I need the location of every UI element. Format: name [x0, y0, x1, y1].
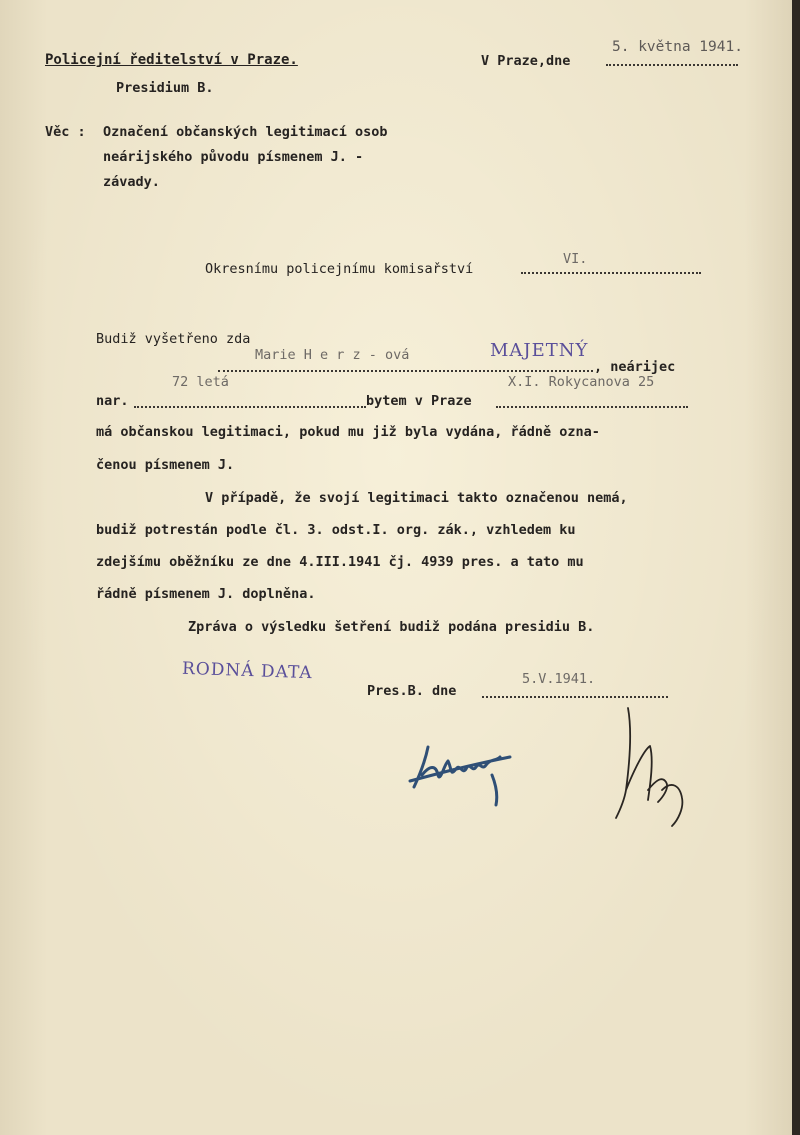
- subject-line-2: neárijského původu písmenem J. -: [103, 149, 364, 165]
- page-edge: [792, 0, 800, 1135]
- born-label: nar.: [96, 393, 129, 409]
- place-label: V Praze,dne: [481, 53, 571, 69]
- signature-black: [600, 690, 720, 840]
- pres-date: 5.V.1941.: [522, 671, 596, 687]
- body-line-8: řádně písmenem J. doplněna.: [96, 586, 316, 602]
- birth-data-stamp: RODNÁ DATA: [181, 658, 313, 684]
- person-age: 72 letá: [172, 374, 229, 390]
- addressee-dotted-line: [521, 272, 701, 274]
- person-name: Marie H e r z - ová: [255, 347, 410, 363]
- addressee: Okresnímu policejnímu komisařství: [205, 261, 474, 277]
- pres-label: Pres.B. dne: [367, 683, 457, 699]
- name-dotted-line: [218, 370, 593, 372]
- body-line-7: zdejšímu oběžníku ze dne 4.III.1941 čj. 4939 pres. a tato mu: [96, 554, 584, 570]
- body-line-6: budiž potrestán podle čl. 3. odst.I. org. zák., vzhledem ku: [96, 522, 576, 538]
- after-name-text: , neárijec: [594, 359, 676, 375]
- age-dotted-line: [134, 406, 366, 408]
- document-date: 5. května 1941.: [612, 39, 743, 55]
- subject-line-3: závady.: [103, 174, 160, 190]
- status-stamp: MAJETNÝ: [490, 340, 589, 361]
- body-line-3: má občanskou legitimaci, pokud mu již byla vydána, řádně ozna-: [96, 424, 600, 440]
- residence-label: bytem v Praze: [366, 393, 472, 409]
- body-intro: Budiž vyšetřeno zda: [96, 331, 251, 347]
- body-line-4: čenou písmenem J.: [96, 457, 235, 473]
- subject-label: Věc :: [45, 124, 86, 140]
- subject-line-1: Označení občanských legitimací osob: [103, 124, 388, 140]
- department: Presidium B.: [116, 80, 214, 96]
- signature-blue: [400, 735, 530, 815]
- address-dotted-line: [496, 406, 688, 408]
- district-number: VI.: [563, 251, 588, 267]
- body-line-5: V případě, že svojí legitimaci takto označenou nemá,: [205, 490, 628, 506]
- body-line-9: Zpráva o výsledku šetření budiž podána presidiu B.: [188, 619, 595, 635]
- person-address: X.I. Rokycanova 25: [508, 374, 655, 390]
- issuing-authority: Policejní ředitelství v Praze.: [45, 52, 298, 68]
- date-dotted-line: [606, 64, 738, 66]
